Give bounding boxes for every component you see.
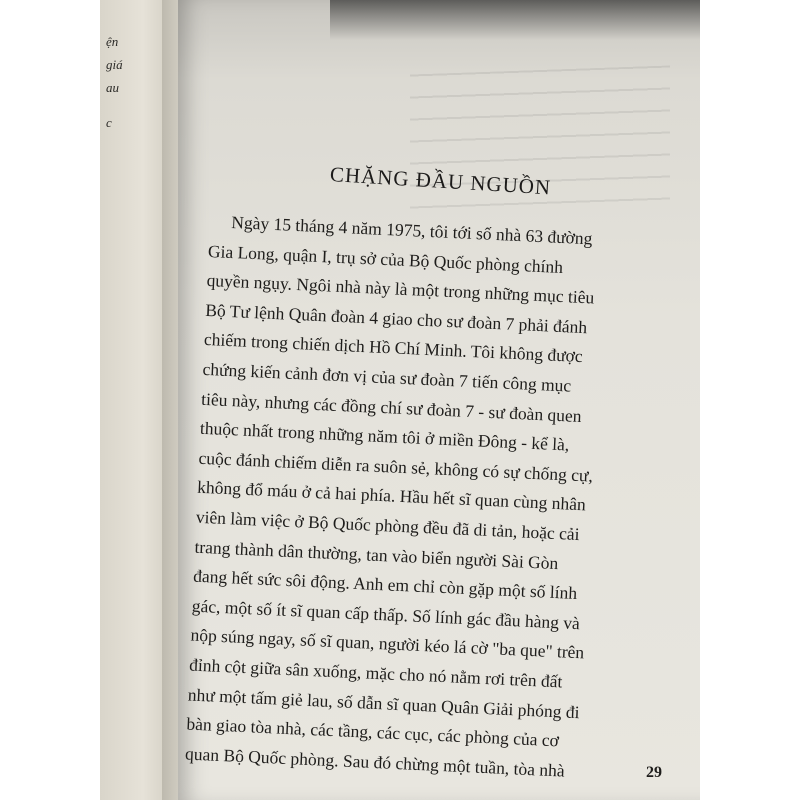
chapter-title: CHẶNG ĐẦU NGUỒN <box>329 162 552 200</box>
paragraph-line: như một tấm giẻ lau, số dẫn sĩ quan Quân Giải phóng đi <box>187 684 580 722</box>
paragraph-line: thuộc nhất trong những năm tôi ở miền Đông - kể là, <box>199 417 570 455</box>
left-edge-line: au <box>106 80 119 95</box>
paragraph-line: gác, một số ít sĩ quan cấp thấp. Số lính gác đầu hàng và <box>191 595 581 633</box>
left-edge-line: c <box>106 115 112 130</box>
paragraph-line: đang hết sức sôi động. Anh em chỉ còn gặp một số lính <box>192 565 578 604</box>
paragraph-line: đỉnh cột giữa sân xuống, mặc cho nó nằm rơi trên đất <box>188 654 563 692</box>
paragraph-line: bàn giao tòa nhà, các tầng, các cục, các phòng của cơ <box>186 713 560 751</box>
paragraph-line: viên làm việc ở Bộ Quốc phòng đều đã di tản, hoặc cải <box>195 506 580 545</box>
paragraph-line: Ngày 15 tháng 4 năm 1975, tôi tới số nhà 63 đường <box>230 211 593 249</box>
paragraph-line: không đổ máu ở cả hai phía. Hầu hết sĩ quan cùng nhân <box>196 477 587 515</box>
paragraph-line: tiêu này, nhưng các đồng chí sư đoàn 7 - sư đoàn quen <box>200 388 583 426</box>
left-edge-line: giá <box>106 57 123 72</box>
paragraph-line: chiếm trong chiến dịch Hồ Chí Minh. Tôi không được <box>203 329 584 367</box>
top-shadow <box>330 0 700 40</box>
paragraph-line: cuộc đánh chiếm diễn ra suôn sẻ, không có sự chống cự, <box>198 447 594 486</box>
paragraph-line: chứng kiến cảnh đơn vị của sư đoàn 7 tiến công mục <box>202 358 572 396</box>
chapter-paragraph <box>184 208 663 789</box>
paragraph-line: quan Bộ Quốc phòng. Sau đó chừng một tuần, tòa nhà <box>184 743 566 781</box>
page-number: 29 <box>646 764 662 781</box>
paragraph-line: Bộ Tư lệnh Quân đoàn 4 giao cho sư đoàn 7 phải đánh <box>204 299 588 338</box>
left-edge-line: ện <box>106 34 119 49</box>
left-page-edge-text <box>106 30 123 134</box>
paragraph-line: trang thành dân thường, tan vào biển người Sài Gòn <box>194 536 559 573</box>
paragraph-line: quyền ngụy. Ngôi nhà này là một trong những mục tiêu <box>206 270 595 308</box>
paragraph-line: nộp súng ngay, số sĩ quan, người kéo lá cờ "ba que" trên <box>190 624 585 663</box>
paragraph-line: Gia Long, quận I, trụ sở của Bộ Quốc phòng chính <box>207 240 564 277</box>
show-through-text <box>410 65 670 224</box>
